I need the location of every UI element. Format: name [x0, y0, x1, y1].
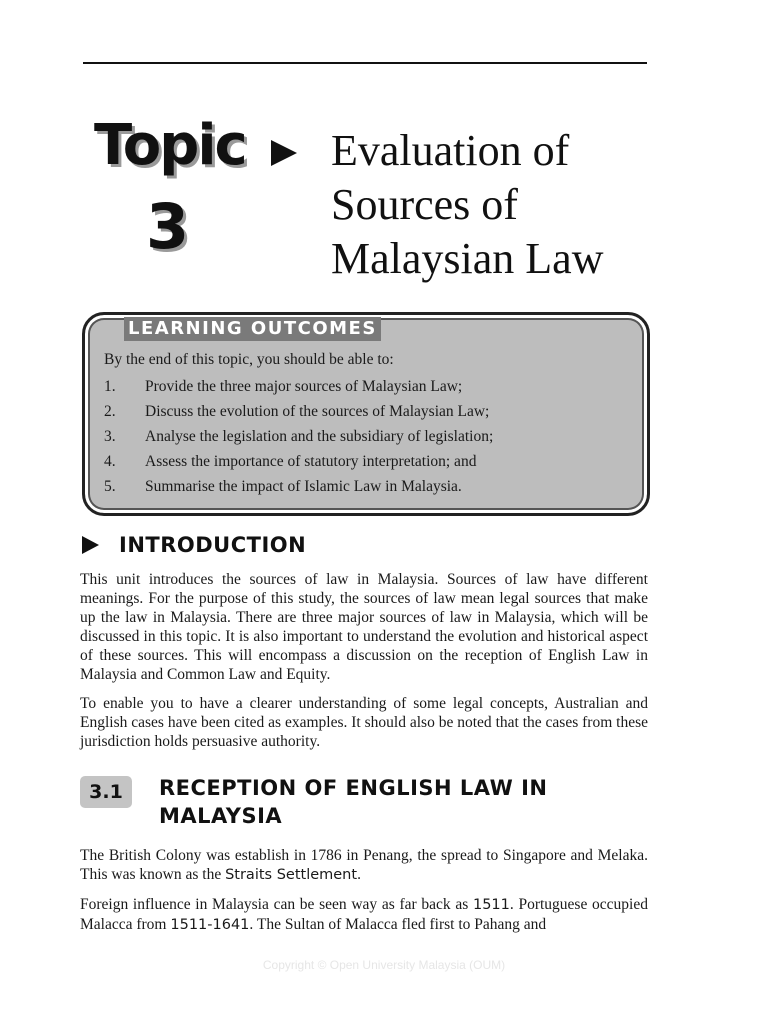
text-run: . [357, 866, 361, 883]
text-run: . Portuguese occupied Malacca from [80, 896, 648, 933]
topic-title [331, 124, 661, 286]
item-text: Discuss the evolution of the sources of Malaysian Law; [145, 403, 490, 420]
learning-outcomes-heading: LEARNING OUTCOMES [124, 317, 381, 341]
triangle-right-icon [271, 140, 297, 166]
copyright-footer: Copyright © Open University Malaysia (OUM) [262, 958, 506, 972]
topic-title-line: Sources of [331, 180, 518, 229]
list-item [104, 449, 493, 474]
item-text: Summarise the impact of Islamic Law in Malaysia. [145, 478, 462, 495]
introduction-paragraph: To enable you to have a clearer understanding of some legal concepts, Australian and English cases have been cited as examples. It should also be noted that the cases from these jurisdiction holds persuasive authority. [80, 695, 648, 750]
section-paragraph [80, 895, 648, 935]
topic-title-line: Evaluation of [331, 126, 570, 175]
item-text: Analyse the legislation and the subsidiary of legislation; [145, 428, 494, 445]
item-number: 5. [104, 478, 116, 495]
section-paragraph [80, 846, 648, 885]
introduction-paragraph: This unit introduces the sources of law in Malaysia. Sources of law have different meanings. For the purpose of this study, the sources of law mean legal sources that make up the law in Malaysia. There are three major sources of law in Malaysia, which will be discussed in this topic. It is also important to understand the evolution and historical aspect of these sources. This will encompass a discussion on the reception of English Law in Malaysia and Common Law and Equity. [80, 571, 648, 683]
text-run-emphasis: 1511-1641 [170, 917, 250, 933]
list-item [104, 399, 493, 424]
item-text: Assess the importance of statutory interpretation; and [145, 453, 477, 470]
text-run-emphasis: 1511 [472, 897, 510, 913]
topic-label: Topic [94, 113, 246, 178]
list-item [104, 474, 493, 499]
item-text: Provide the three major sources of Malaysian Law; [145, 378, 463, 395]
triangle-right-icon [82, 536, 99, 554]
top-rule [83, 62, 647, 64]
section-number-badge: 3.1 [80, 776, 132, 808]
item-number: 3. [104, 428, 116, 445]
learning-outcomes-intro: By the end of this topic, you should be able to: [104, 351, 394, 368]
item-number: 2. [104, 403, 116, 420]
learning-outcomes-list [104, 374, 493, 499]
topic-title-line: Malaysian Law [331, 234, 604, 283]
list-item [104, 424, 493, 449]
introduction-heading: INTRODUCTION [119, 533, 307, 557]
item-number: 4. [104, 453, 116, 470]
text-run: . The Sultan of Malacca fled first to Pahang and [249, 916, 547, 933]
text-run-emphasis: Straits Settlement [225, 867, 358, 883]
section-heading: RECEPTION OF ENGLISH LAW IN MALAYSIA [159, 776, 548, 828]
item-number: 1. [104, 378, 116, 395]
list-item [104, 374, 493, 399]
text-run: Foreign influence in Malaysia can be seen way as far back as [80, 896, 473, 913]
topic-number: 3 [146, 190, 190, 263]
text-run: The British Colony was establish in 1786 in Penang, the spread to Singapore and Melaka. This was known as the [80, 847, 648, 883]
